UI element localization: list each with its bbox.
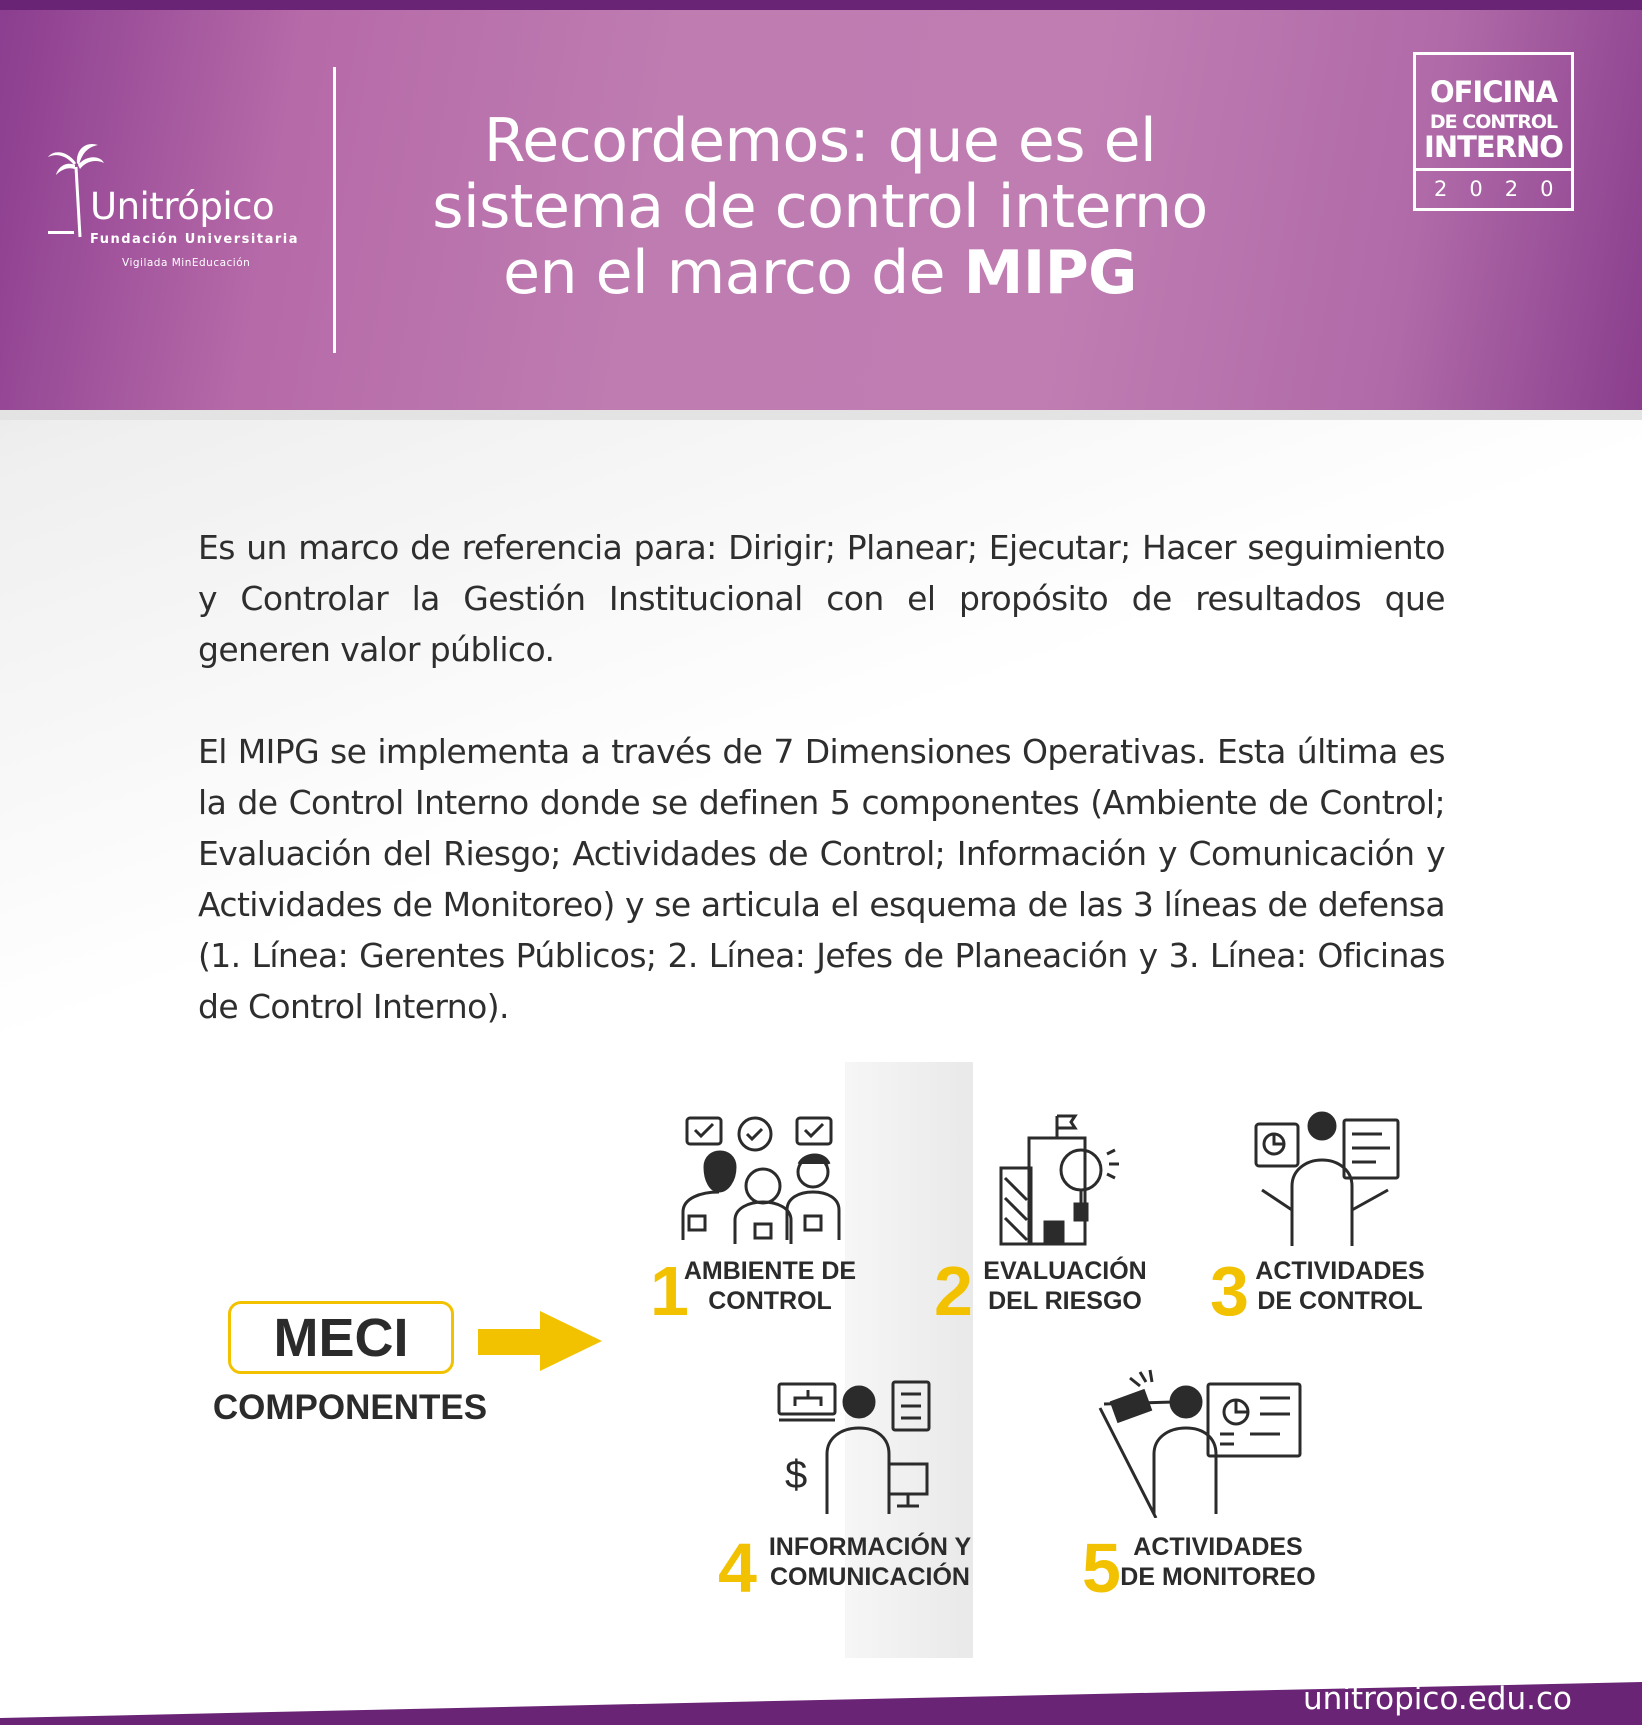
person-dashboard-icon [1090,1368,1310,1518]
office-year: 2020 [1434,177,1576,201]
person-devices-icon [775,1378,935,1518]
office-line-3: INTERNO [1424,130,1563,164]
logo-dash [48,231,74,234]
team-checklist-icon [675,1112,855,1248]
component-3-line-1: ACTIVIDADES [1255,1257,1425,1285]
meci-label: MECI [228,1301,454,1374]
component-2-line-1: EVALUACIÓN [983,1257,1147,1285]
component-3-line-2: DE CONTROL [1257,1287,1423,1315]
title-line-2: sistema de control interno [432,172,1208,242]
component-1-number: 1 [650,1252,689,1330]
page-title [400,108,1240,306]
component-5-line-1: ACTIVIDADES [1133,1533,1303,1561]
header-top-stripe [0,0,1642,10]
component-1-line-2: CONTROL [708,1287,832,1315]
building-magnifier-icon [995,1108,1125,1248]
component-3-number: 3 [1210,1252,1249,1330]
header-divider [333,67,336,353]
logo-subtitle: Fundación Universitaria [90,232,299,247]
component-1-line-1: AMBIENTE DE [683,1257,857,1285]
presenter-chart-icon [1252,1110,1402,1250]
unitropico-logo [46,145,306,275]
intro-paragraph: Es un marco de referencia para: Dirigir; Planear; Ejecutar; Hacer seguimiento y Controlar la Gestión Institucional con el propósito de resultados que generen valor público. [198,528,1445,669]
component-2-line-2: DEL RIESGO [988,1287,1142,1315]
office-badge [1413,52,1574,211]
title-line-3: en el marco de [503,238,964,308]
svg-text:$: $ [785,1453,808,1497]
component-4-number: 4 [718,1529,757,1607]
office-separator [1416,168,1571,171]
mipg-paragraph: El MIPG se implementa a través de 7 Dimensiones Operativas. Esta última es la de Control Interno donde se definen 5 componentes (Ambiente de Control; Evaluación del Riesgo; Actividades de Control; Información y Comunicación y Actividades de Monitoreo) y se articula el esquema de las 3 líneas de defensa (1. Línea: Gerentes Públicos; 2. Línea: Jefes de Planeación y 3. Línea: Oficinas de Control Interno). [198,732,1445,1026]
component-4-label [765,1532,975,1592]
arrow-right-icon [478,1311,606,1371]
component-5-label [1118,1532,1318,1592]
office-line-1: OFICINA [1429,75,1558,109]
component-4-line-2: COMUNICACIÓN [770,1563,970,1591]
component-4-line-1: INFORMACIÓN Y [768,1533,972,1561]
component-2-label [970,1256,1160,1316]
component-2-number: 2 [934,1252,973,1330]
component-5-number: 5 [1082,1529,1121,1607]
logo-tagline: Vigilada MinEducación [122,257,251,269]
component-3-label [1250,1256,1430,1316]
title-emphasis: MIPG [963,238,1137,308]
title-line-1: Recordemos: que es el [483,106,1157,176]
logo-wordmark: Unitrópico [90,185,275,228]
office-line-2: DE CONTROL [1429,111,1558,133]
component-1-label [680,1256,860,1316]
components-label: COMPONENTES [212,1388,488,1427]
header-bottom-stripe [0,410,1642,420]
component-5-line-2: DE MONITOREO [1120,1563,1316,1591]
footer-website-link[interactable]: unitropico.edu.co [1303,1681,1572,1717]
